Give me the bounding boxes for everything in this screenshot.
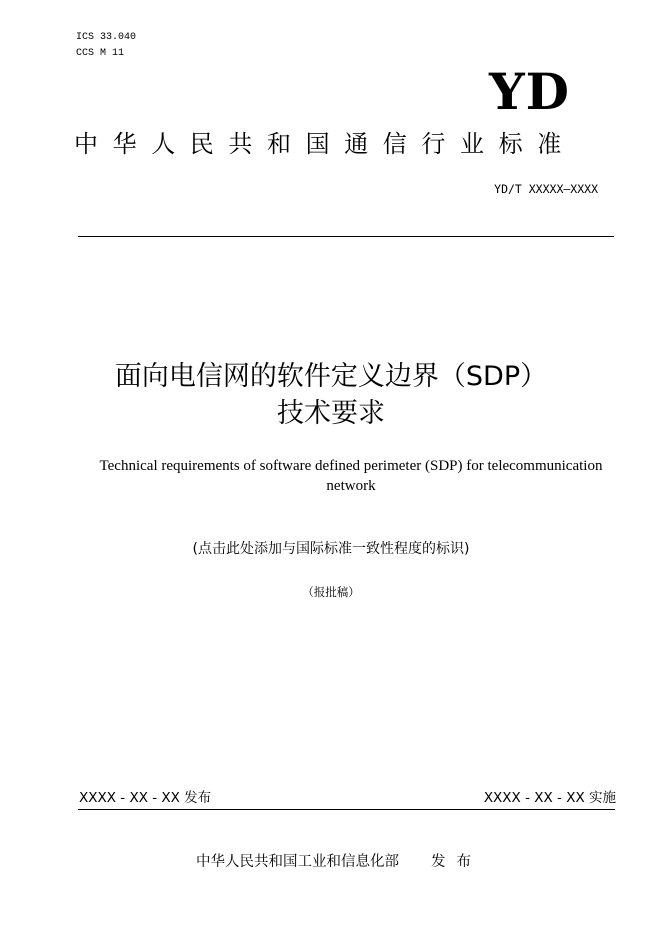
publish-date: XXXX - XX - XX 发布 bbox=[79, 790, 212, 806]
issuer-name: 中华人民共和国工业和信息化部 bbox=[196, 854, 399, 870]
document-title-line1: 面向电信网的软件定义边界（SDP） bbox=[114, 361, 548, 392]
document-title-line2: 技术要求 bbox=[277, 398, 385, 429]
industry-standard-title: 中华人民共和国通信行业标准 bbox=[74, 130, 576, 158]
ics-code: ICS 33.040 bbox=[76, 32, 137, 43]
header-divider bbox=[78, 236, 614, 237]
yd-logo: YD bbox=[488, 62, 570, 121]
draft-status: （报批稿） bbox=[302, 585, 360, 599]
ccs-code: CCS M 11 bbox=[76, 48, 125, 59]
issued-label: 发布 bbox=[431, 854, 482, 870]
standard-number: YD/T XXXXX—XXXX bbox=[494, 182, 598, 196]
issuer-row bbox=[196, 852, 482, 872]
consistency-note[interactable]: (点击此处添加与国际标准一致性程度的标识) bbox=[192, 541, 470, 557]
footer-divider bbox=[78, 809, 615, 810]
english-title: Technical requirements of software defined perimeter (SDP) for telecommunication network bbox=[99, 458, 603, 494]
effective-date: XXXX - XX - XX 实施 bbox=[483, 790, 616, 806]
